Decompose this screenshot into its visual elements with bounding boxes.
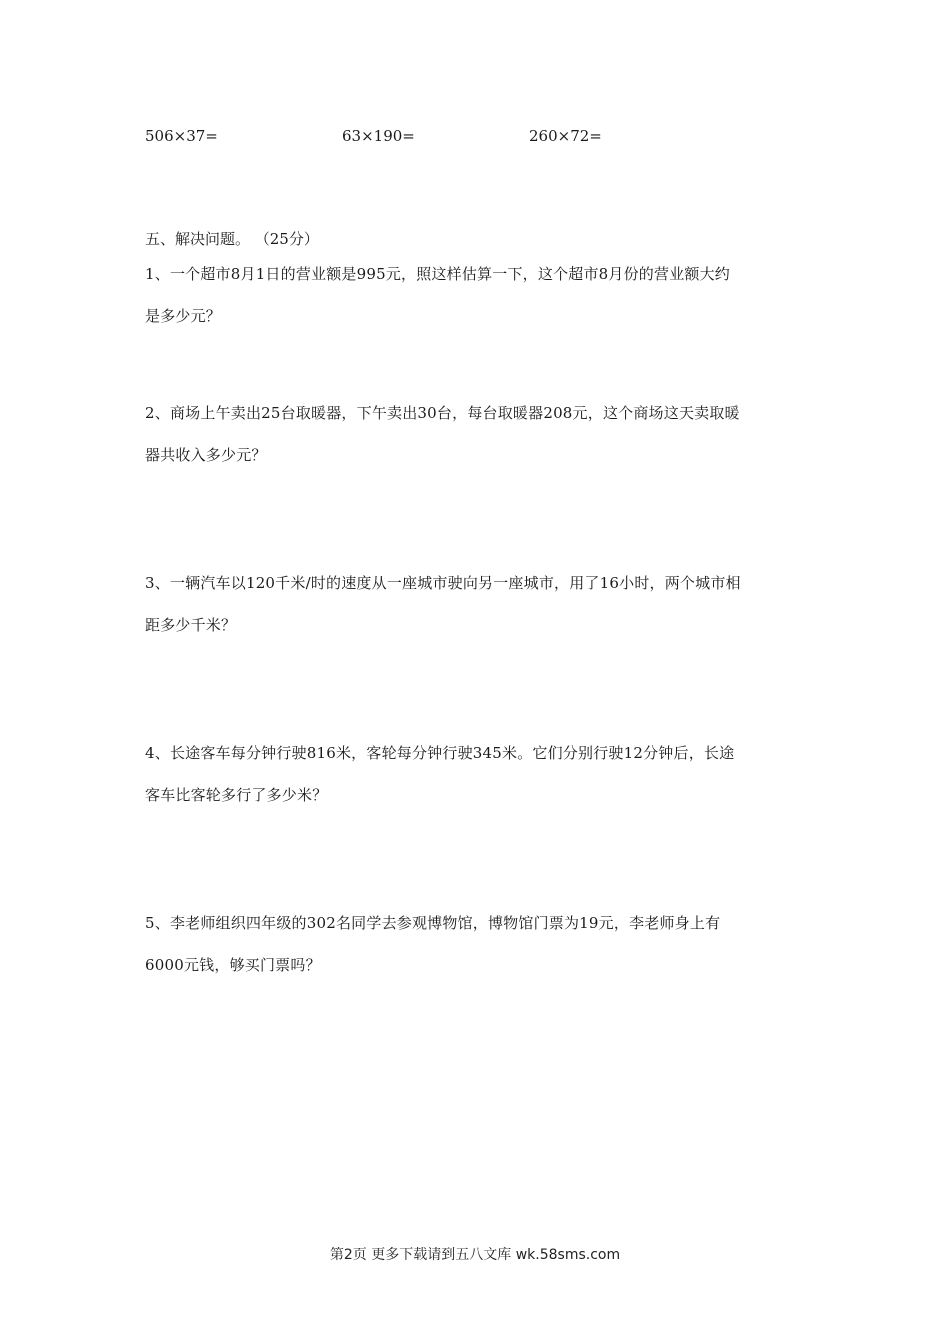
- problem-text: 4、长途客车每分钟行驶816米，客轮每分钟行驶345米。它们分别行驶12分钟后，长途: [145, 744, 735, 762]
- section-title: 五、解决问题。 （25分）: [145, 230, 319, 248]
- problem-4: [145, 732, 810, 816]
- calculation-item: 63×190=: [342, 127, 415, 145]
- calculation-item: 260×72=: [529, 127, 602, 145]
- calculation-row: [145, 127, 845, 151]
- problem-text: 1、一个超市8月1日的营业额是995元，照这样估算一下，这个超市8月份的营业额大约: [145, 265, 731, 283]
- calculation-item: 506×37=: [145, 127, 218, 145]
- problem-text: 器共收入多少元？: [145, 446, 267, 464]
- problem-text: 是多少元？: [145, 307, 222, 325]
- problem-text: 2、商场上午卖出25台取暖器，下午卖出30台，每台取暖器208元，这个商场这天卖取暖: [145, 404, 740, 422]
- problem-text: 3、一辆汽车以120千米/时的速度从一座城市驶向另一座城市，用了16小时，两个城市相: [145, 574, 741, 592]
- problem-3: [145, 562, 810, 646]
- problem-text: 5、李老师组织四年级的302名同学去参观博物馆，博物馆门票为19元，李老师身上有: [145, 914, 721, 932]
- problem-text: 客车比客轮多行了多少米？: [145, 786, 328, 804]
- problem-5: [145, 902, 810, 986]
- problem-text: 距多少千米？: [145, 616, 237, 634]
- page-footer: 第2页 更多下载请到五八文库 wk.58sms.com: [329, 1247, 621, 1263]
- problem-2: [145, 392, 810, 476]
- problem-text: 6000元钱，够买门票吗？: [145, 956, 321, 974]
- problem-1: [145, 253, 810, 337]
